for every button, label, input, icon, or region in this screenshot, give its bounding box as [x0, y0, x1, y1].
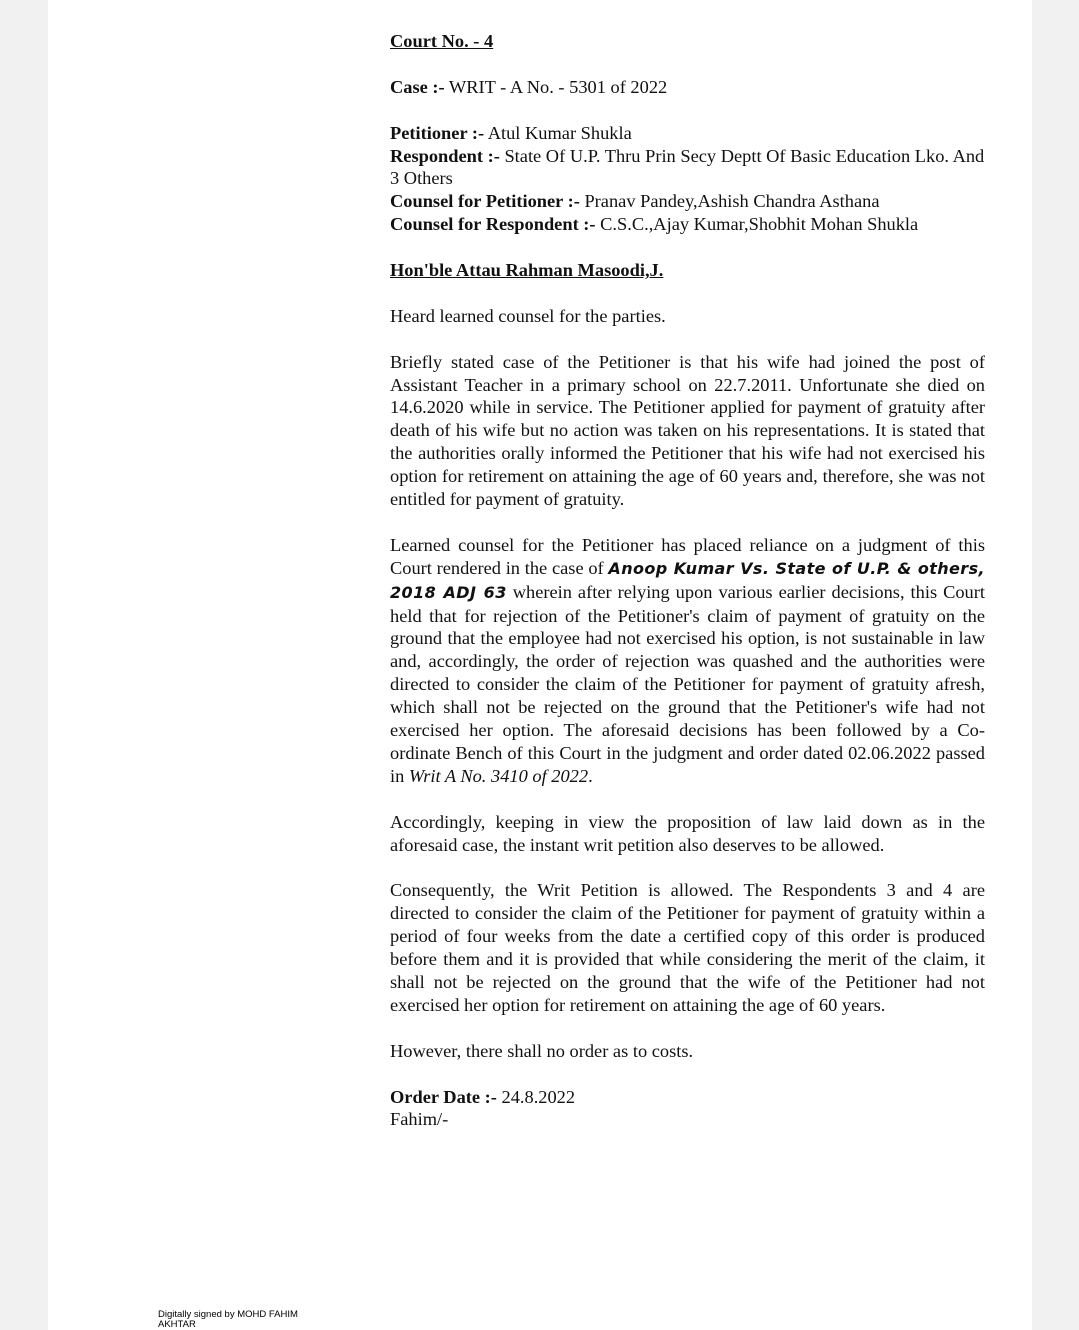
paragraph-3-end: .	[588, 765, 593, 786]
parties-block	[390, 122, 985, 237]
order-date-value: 24.8.2022	[496, 1086, 576, 1107]
case-label: Case :-	[390, 76, 445, 97]
counsel-respondent-label: Counsel for Respondent :-	[390, 214, 596, 235]
paragraph-3	[390, 534, 985, 788]
paragraph-3-text-b: wherein after relying upon various earlier decisions, this Court held that for rejection of the Petitioner's claim of payment of gratuity on the ground that the employee had not exercised his option, is not sustainable in law and, accordingly, the order of rejection was quashed and the authorities were directed to consider the claim of the Petitioner for payment of gratuity afresh, which shall not be rejected on the ground that the Petitioner's wife had not exercised her option. The aforesaid decisions has been followed by a Co-ordinate Bench of this Court in the judgment and order dated 02.06.2022 passed in	[390, 581, 985, 786]
order-date-line	[390, 1086, 985, 1109]
order-content	[390, 30, 985, 1154]
judge-name	[390, 259, 985, 282]
case-value: WRIT - A No. - 5301 of 2022	[444, 76, 668, 97]
court-number-text: Court No. - 4	[390, 31, 494, 51]
case-line	[390, 76, 985, 99]
paragraph-3-text-a: Learned counsel for the Petitioner has placed reliance on a judgment of this Court rendered in the case of	[390, 534, 985, 578]
order-footer	[390, 1086, 985, 1132]
counsel-respondent-value: C.S.C.,Ajay Kumar,Shobhit Mohan Shukla	[595, 214, 919, 235]
paragraph-2: Briefly stated case of the Petitioner is that his wife had joined the post of Assistant Teacher in a primary school on 22.7.2011. Unfortunate she died on 14.6.2020 while in service. The Petitioner applied for payment of gratuity after death of his wife but no action was taken on his representations. It is stated that the authorities orally informed the Petitioner that his wife had not exercised his option for retirement on attaining the age of 60 years and, therefore, she was not entitled for payment of gratuity.	[390, 351, 985, 510]
paragraph-4: Accordingly, keeping in view the proposition of law laid down as in the aforesaid case, the instant writ petition also deserves to be allowed.	[390, 811, 985, 855]
case-citation: Anoop Kumar Vs. State of U.P. & others, 2018 ADJ 63	[390, 558, 986, 602]
respondent-value: State Of U.P. Thru Prin Secy Deptt Of Basic Education Lko. And 3 Others	[390, 145, 985, 189]
counsel-petitioner-label: Counsel for Petitioner :-	[390, 191, 580, 212]
petitioner-label: Petitioner :-	[390, 122, 485, 143]
counsel-respondent-line	[390, 213, 985, 236]
respondent-line	[390, 145, 985, 191]
digital-signature: Digitally signed by MOHD FAHIM AKHTAR	[158, 1309, 298, 1330]
petitioner-value: Atul Kumar Shukla	[484, 122, 632, 143]
paragraph-1: Heard learned counsel for the parties.	[390, 305, 666, 326]
initials: Fahim/-	[390, 1109, 449, 1130]
counsel-petitioner-value: Pranav Pandey,Ashish Chandra Asthana	[579, 191, 880, 212]
document-page	[48, 0, 1032, 1330]
court-number	[390, 30, 985, 53]
petitioner-line	[390, 122, 985, 145]
writ-reference: Writ A No. 3410 of 2022	[408, 765, 589, 786]
judge-name-text: Hon'ble Attau Rahman Masoodi,J.	[390, 260, 664, 281]
order-date-label: Order Date :-	[390, 1086, 497, 1107]
paragraph-5: Consequently, the Writ Petition is allowed. The Respondents 3 and 4 are directed to consider the claim of the Petitioner for payment of gratuity within a period of four weeks from the date a certified copy of this order is produced before them and it is provided that while considering the merit of the claim, it shall not be rejected on the ground that the wife of the Petitioner had not exercised her option for retirement on attaining the age of 60 years.	[390, 880, 985, 1015]
paragraph-6: However, there shall no order as to costs.	[390, 1040, 694, 1061]
respondent-label: Respondent :-	[390, 145, 500, 166]
counsel-petitioner-line	[390, 190, 985, 213]
